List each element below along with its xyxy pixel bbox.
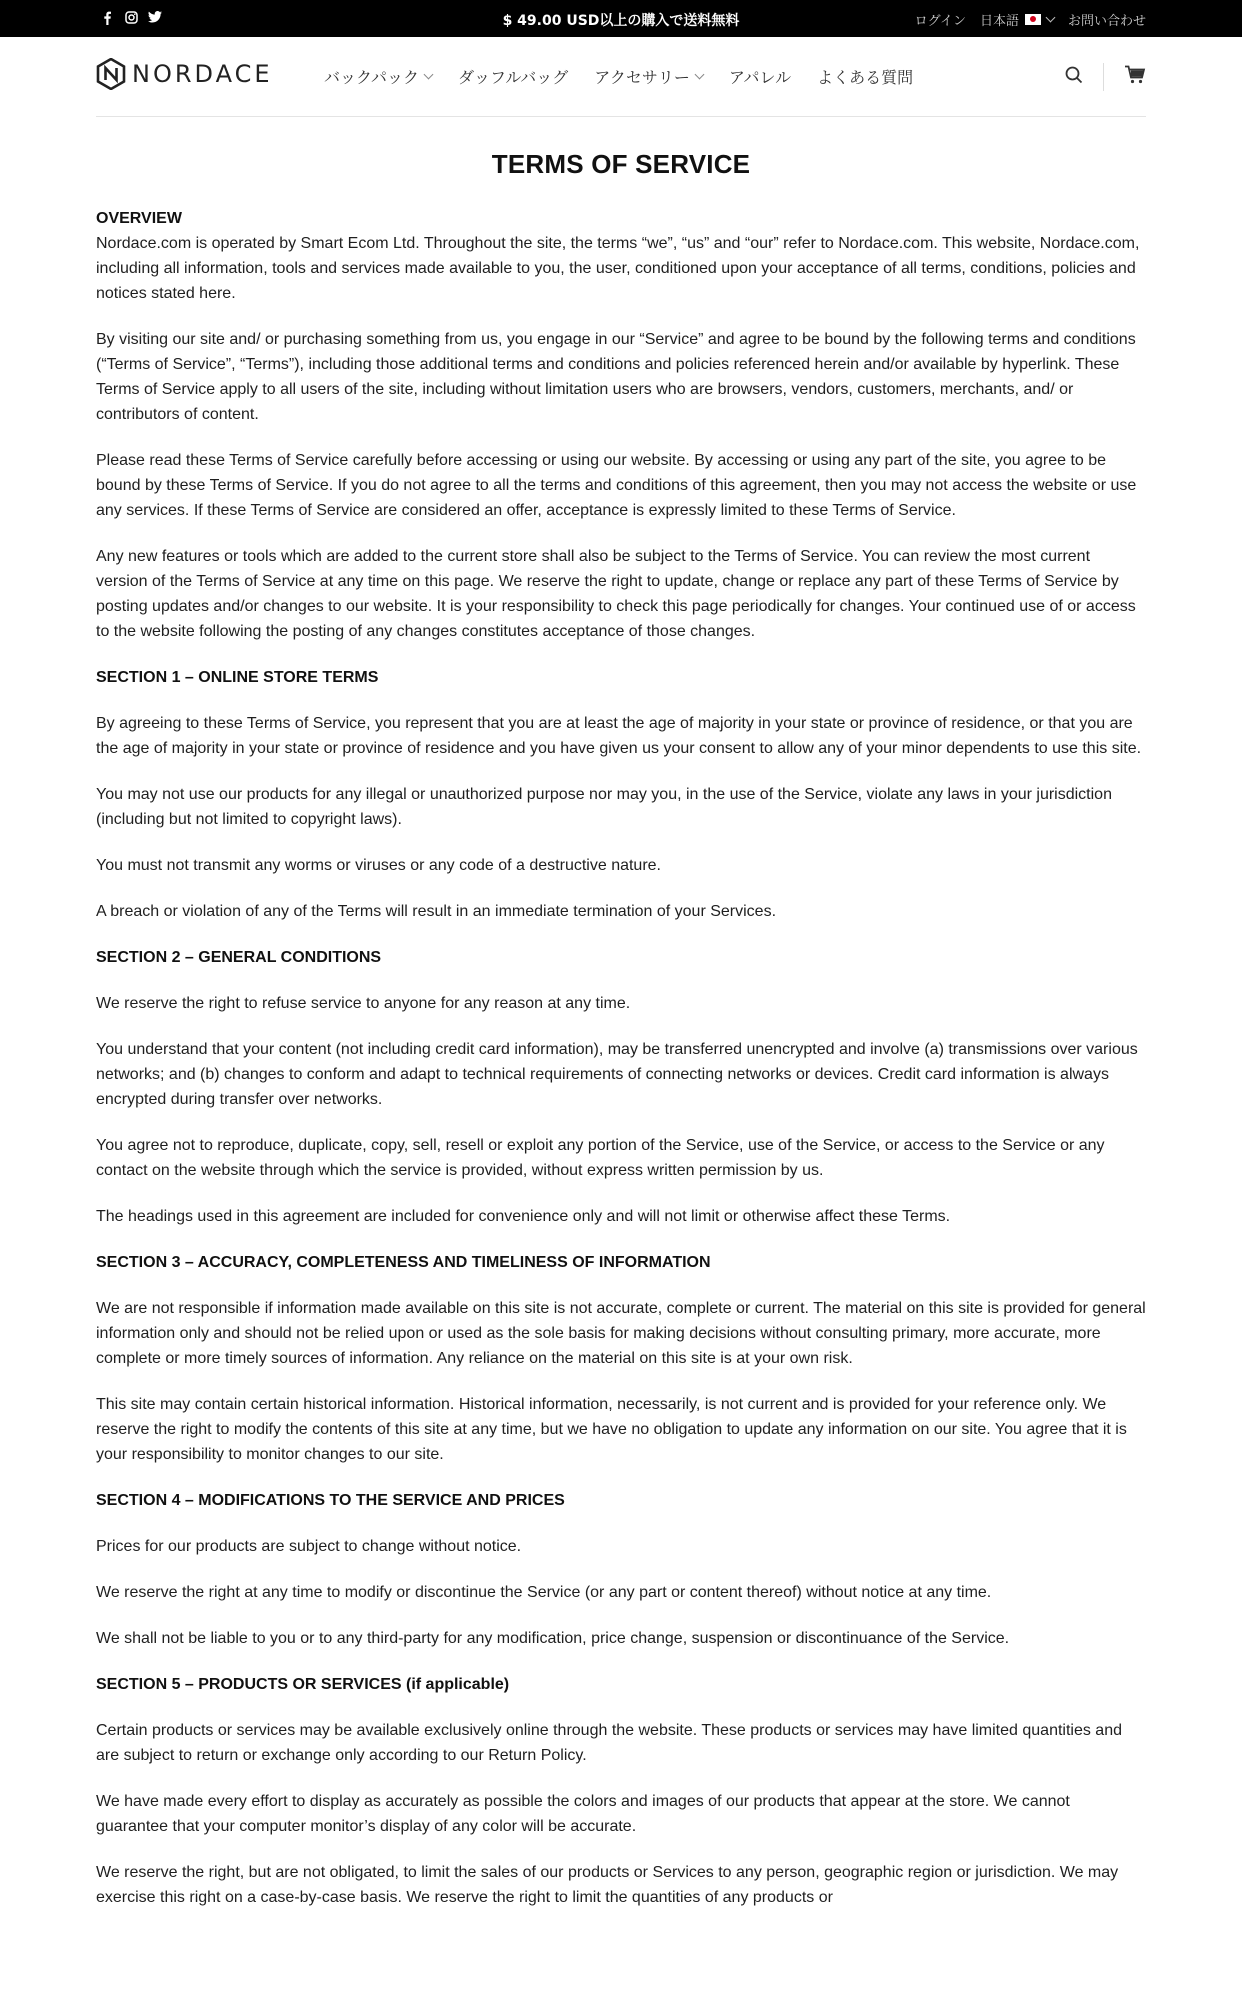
nav-item-label: バックパック xyxy=(324,68,420,87)
paragraph: We shall not be liable to you or to any third-party for any modification, price change, suspension or discontinuance of the Service. xyxy=(96,1630,1010,1647)
cart-icon[interactable] xyxy=(1124,65,1146,89)
paragraph: Prices for our products are subject to change without notice. xyxy=(96,1538,522,1555)
main-nav xyxy=(324,65,913,88)
promo-banner: $ 49.00 USD以上の購入で送料無料 xyxy=(502,13,740,29)
paragraph: Nordace.com is operated by Smart Ecom Ltd. Throughout the site, the terms “we”, “us” and “our” refer to Nordace.com. This website, Nordace.com, including all information, tools and services made available to you, the user, conditioned upon your acceptance of all terms, conditions, policies and notices stated here. xyxy=(96,235,1140,302)
paragraph: We are not responsible if information made available on this site is not accurate, complete or current. The material on this site is provided for general information only and should not be relied upon or used as the sole basis for making decisions without consulting primary, more accurate, more complete or more timely sources of information. Any reliance on the material on this site is at your own risk. xyxy=(96,1300,1146,1367)
nav-item-faq[interactable] xyxy=(817,65,913,88)
paragraph: You may not use our products for any illegal or unauthorized purpose nor may you, in the use of the Service, violate any laws in your jurisdiction (including but not limited to copyright laws). xyxy=(96,786,1112,828)
paragraph: We have made every effort to display as accurately as possible the colors and images of our products that appear at the store. We cannot guarantee that your computer monitor’s display of any color will be accurate. xyxy=(96,1793,1070,1835)
header-divider xyxy=(1103,63,1104,91)
paragraph: By visiting our site and/ or purchasing something from us, you engage in our “Service” and agree to be bound by the following terms and conditions (“Terms of Service”, “Terms”), including those additional terms and conditions and policies referenced herein and/or available by hyperlink. These Terms of Service apply to all users of the site, including without limitation users who are browsers, vendors, customers, merchants, and/ or contributors of content. xyxy=(96,331,1136,423)
paragraph: You must not transmit any worms or viruses or any code of a destructive nature. xyxy=(96,857,661,874)
japan-flag-icon xyxy=(1025,14,1041,25)
paragraph: This site may contain certain historical information. Historical information, necessarily, is not current and is provided for your reference only. We reserve the right to modify the contents of this site at any time, but we have no obligation to update any information on our site. You agree that it is your responsibility to monitor changes to our site. xyxy=(96,1396,1127,1463)
section-heading: SECTION 3 – ACCURACY, COMPLETENESS AND TIMELINESS OF INFORMATION xyxy=(96,1254,711,1271)
chevron-down-icon xyxy=(424,70,434,80)
section-heading: SECTION 4 – MODIFICATIONS TO THE SERVICE AND PRICES xyxy=(96,1492,565,1509)
paragraph: Any new features or tools which are added to the current store shall also be subject to the Terms of Service. You can review the most current version of the Terms of Service at any time on this page. We reserve the right to update, change or replace any part of these Terms of Service by posting updates and/or changes to our website. It is your responsibility to check this page periodically for changes. Your continued use of or access to the website following the posting of any changes constitutes acceptance of those changes. xyxy=(96,548,1136,640)
language-label: 日本語 xyxy=(979,14,1019,29)
paragraph: You agree not to reproduce, duplicate, copy, sell, resell or exploit any portion of the Service, use of the Service, or access to the Service or any contact on the website through which the service is provided, without express written permission by us. xyxy=(96,1137,1105,1179)
logo-text: NORDACE xyxy=(132,60,273,88)
site-header xyxy=(96,37,1146,117)
top-bar-links xyxy=(915,10,1146,29)
contact-link[interactable]: お問い合わせ xyxy=(1067,14,1146,29)
logo[interactable] xyxy=(96,58,273,90)
page-title: TERMS OF SERVICE xyxy=(491,149,751,179)
nav-item-label: よくある質問 xyxy=(817,68,914,87)
nordace-logo-icon xyxy=(96,58,126,90)
section-heading: SECTION 5 – PRODUCTS OR SERVICES (if applicable) xyxy=(96,1676,510,1693)
nav-item-duffle-bags[interactable] xyxy=(458,65,568,88)
paragraph: We reserve the right, but are not obligated, to limit the sales of our products or Services to any person, geographic region or jurisdiction. We may exercise this right on a case-by-case basis. We reserve the right to limit the quantities of any products or xyxy=(96,1864,1119,1906)
search-icon[interactable] xyxy=(1065,66,1083,88)
paragraph: We reserve the right at any time to modify or discontinue the Service (or any part or content thereof) without notice at any time. xyxy=(96,1584,992,1601)
nav-item-accessories[interactable] xyxy=(594,65,703,88)
paragraph: A breach or violation of any of the Terms will result in an immediate termination of your Services. xyxy=(96,903,777,920)
paragraph: Please read these Terms of Service carefully before accessing or using our website. By accessing or using any part of the site, you agree to be bound by these Terms of Service. If you do not agree to all the terms and conditions of this agreement, then you may not access the website or use any services. If these Terms of Service are considered an offer, acceptance is expressly limited to these Terms of Service. xyxy=(96,452,1137,519)
chevron-down-icon xyxy=(694,70,704,80)
paragraph: By agreeing to these Terms of Service, you represent that you are at least the age of majority in your state or province of residence, or that you are the age of majority in your state or province of residence and you have given us your consent to allow any of your minor dependents to use this site. xyxy=(96,715,1142,757)
paragraph: We reserve the right to refuse service to anyone for any reason at any time. xyxy=(96,995,631,1012)
nav-item-label: ダッフルバッグ xyxy=(458,68,569,87)
nav-item-label: アクセサリー xyxy=(594,68,690,87)
header-actions xyxy=(1065,63,1146,91)
section-heading: SECTION 2 – GENERAL CONDITIONS xyxy=(96,949,382,966)
page-content xyxy=(96,149,1146,1910)
login-link[interactable]: ログイン xyxy=(914,14,966,29)
top-bar xyxy=(0,0,1242,37)
paragraph: The headings used in this agreement are included for convenience only and will not limit or otherwise affect these Terms. xyxy=(96,1208,951,1225)
nav-item-apparel[interactable] xyxy=(729,65,791,88)
section-heading: SECTION 1 – ONLINE STORE TERMS xyxy=(96,669,379,686)
nav-item-label: アパレル xyxy=(728,68,792,87)
paragraph: You understand that your content (not including credit card information), may be transferred unencrypted and involve (a) transmissions over various networks; and (b) changes to conform and adapt to technical requirements of connecting networks or devices. Credit card information is always encrypted during transfer over networks. xyxy=(96,1041,1138,1108)
overview-heading: OVERVIEW xyxy=(96,210,182,227)
paragraph: Certain products or services may be available exclusively online through the website. These products or services may have limited quantities and are subject to return or exchange only according to our Return Policy. xyxy=(96,1722,1122,1764)
nav-item-backpacks[interactable] xyxy=(324,65,432,88)
language-selector[interactable] xyxy=(980,10,1054,29)
chevron-down-icon xyxy=(1046,13,1056,23)
